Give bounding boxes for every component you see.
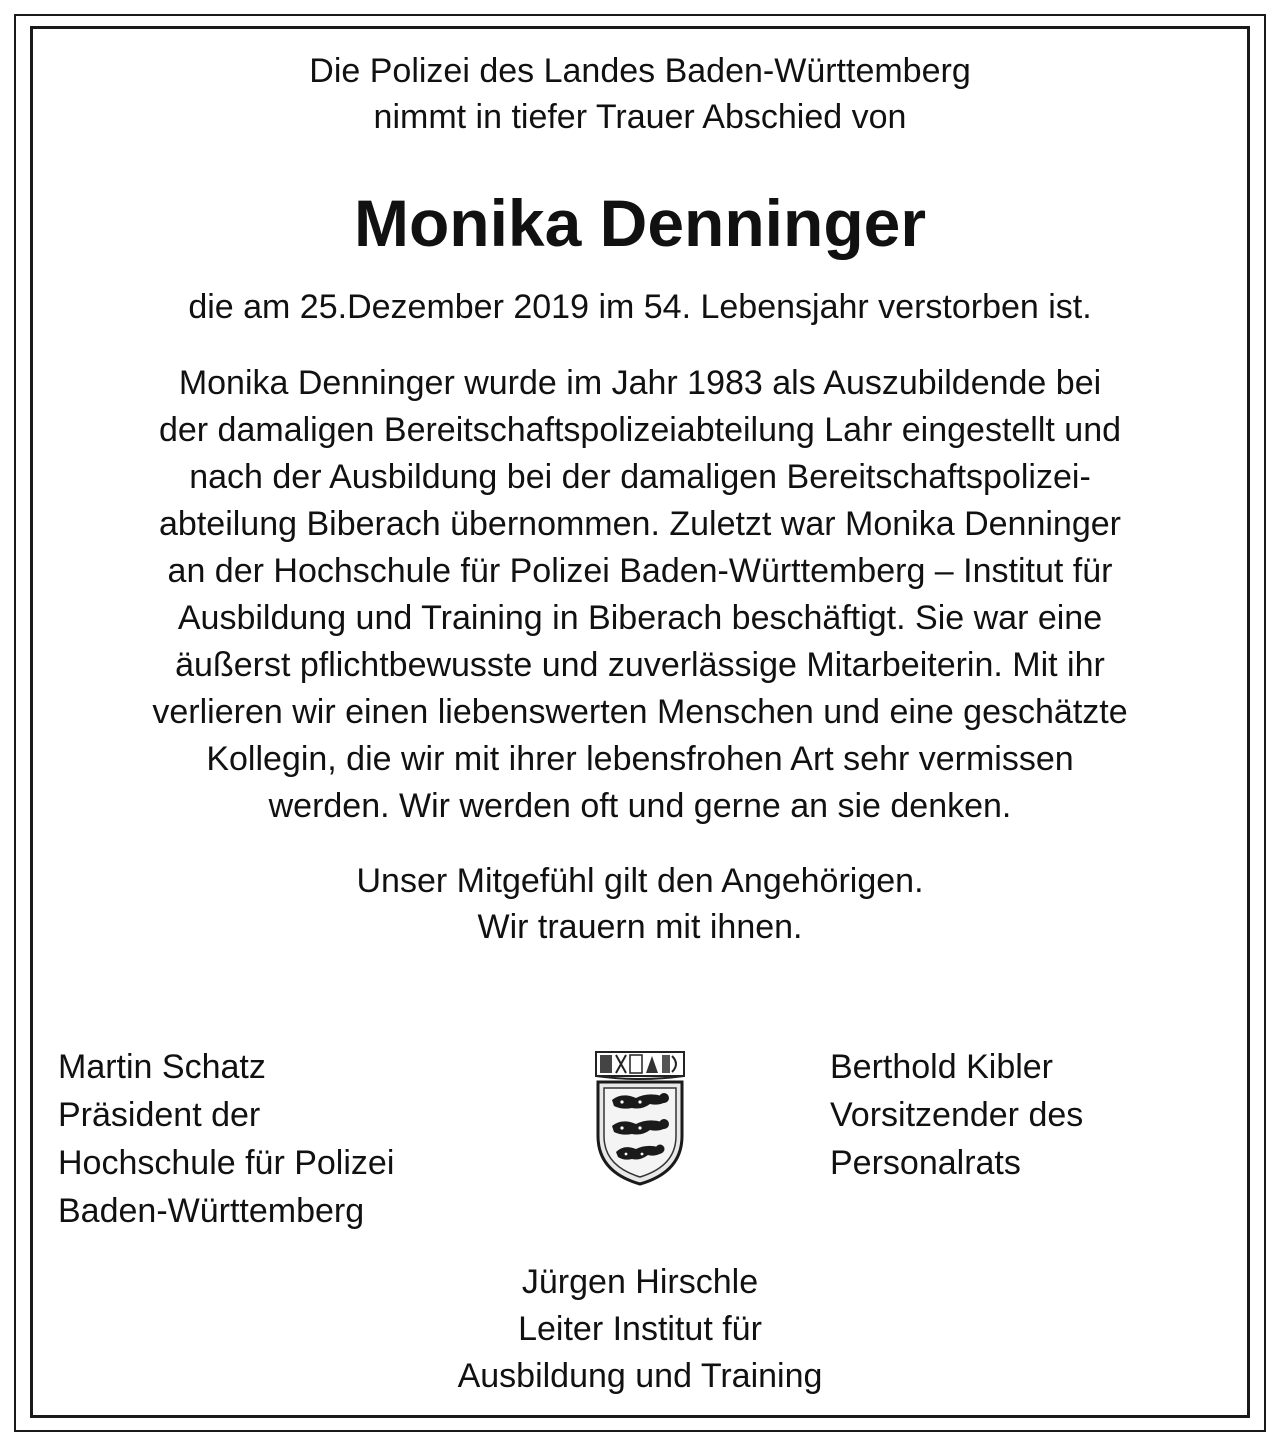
signatory-title-line: Hochschule für Polizei: [58, 1144, 395, 1182]
signatory-title-line: Präsident der: [58, 1096, 261, 1134]
signatory-left: [58, 1043, 394, 1235]
body-line: äußerst pflichtbewusste und zuverlässige Mitarbeiterin. Mit ihr: [175, 646, 1105, 684]
body-line: verlieren wir einen liebenswerten Menschen und eine geschätzte: [152, 693, 1128, 731]
deceased-name: Monika Denninger: [353, 186, 927, 260]
obituary-body: [0, 360, 1280, 830]
condolence-line: Unser Mitgefühl gilt den Angehörigen.: [356, 862, 924, 900]
signatory-title-line: Leiter Institut für: [518, 1310, 762, 1348]
body-line: Kollegin, die wir mit ihrer lebensfrohen Art sehr vermissen: [206, 740, 1074, 778]
signatory-title-line: Personalrats: [830, 1144, 1021, 1182]
death-notice-line: die am 25.Dezember 2019 im 54. Lebensjahr verstorben ist.: [188, 288, 1092, 326]
signatory-name: Jürgen Hirschle: [521, 1263, 759, 1301]
condolence-line: Wir trauern mit ihnen.: [477, 908, 803, 946]
body-line: nach der Ausbildung bei der damaligen Bereitschaftspolizei-: [189, 458, 1091, 496]
signatory-name: Martin Schatz: [58, 1048, 266, 1086]
signatory-title-line: Ausbildung und Training: [457, 1357, 823, 1395]
signatory-title-line: Vorsitzender des: [830, 1096, 1084, 1134]
signatory-right: [830, 1043, 1083, 1187]
intro-text: [0, 48, 1280, 140]
signatory-title-line: Baden-Württemberg: [58, 1192, 365, 1230]
intro-line: nimmt in tiefer Trauer Abschied von: [373, 98, 907, 136]
baden-wuerttemberg-coat-of-arms-icon: [592, 1048, 688, 1188]
body-line: an der Hochschule für Polizei Baden-Württemberg – Institut für: [167, 552, 1113, 590]
body-line: der damaligen Bereitschaftspolizeiabteilung Lahr eingestellt und: [158, 411, 1122, 449]
body-line: Monika Denninger wurde im Jahr 1983 als Auszubildende bei: [178, 364, 1102, 402]
signatory-name: Berthold Kibler: [830, 1048, 1054, 1086]
body-line: abteilung Biberach übernommen. Zuletzt war Monika Denninger: [159, 505, 1121, 543]
intro-line: Die Polizei des Landes Baden-Württemberg: [309, 52, 971, 90]
signatory-bottom: [0, 1259, 1280, 1400]
condolence-text: [0, 858, 1280, 950]
body-line: werden. Wir werden oft und gerne an sie denken.: [268, 787, 1012, 825]
body-line: Ausbildung und Training in Biberach beschäftigt. Sie war eine: [177, 599, 1103, 637]
